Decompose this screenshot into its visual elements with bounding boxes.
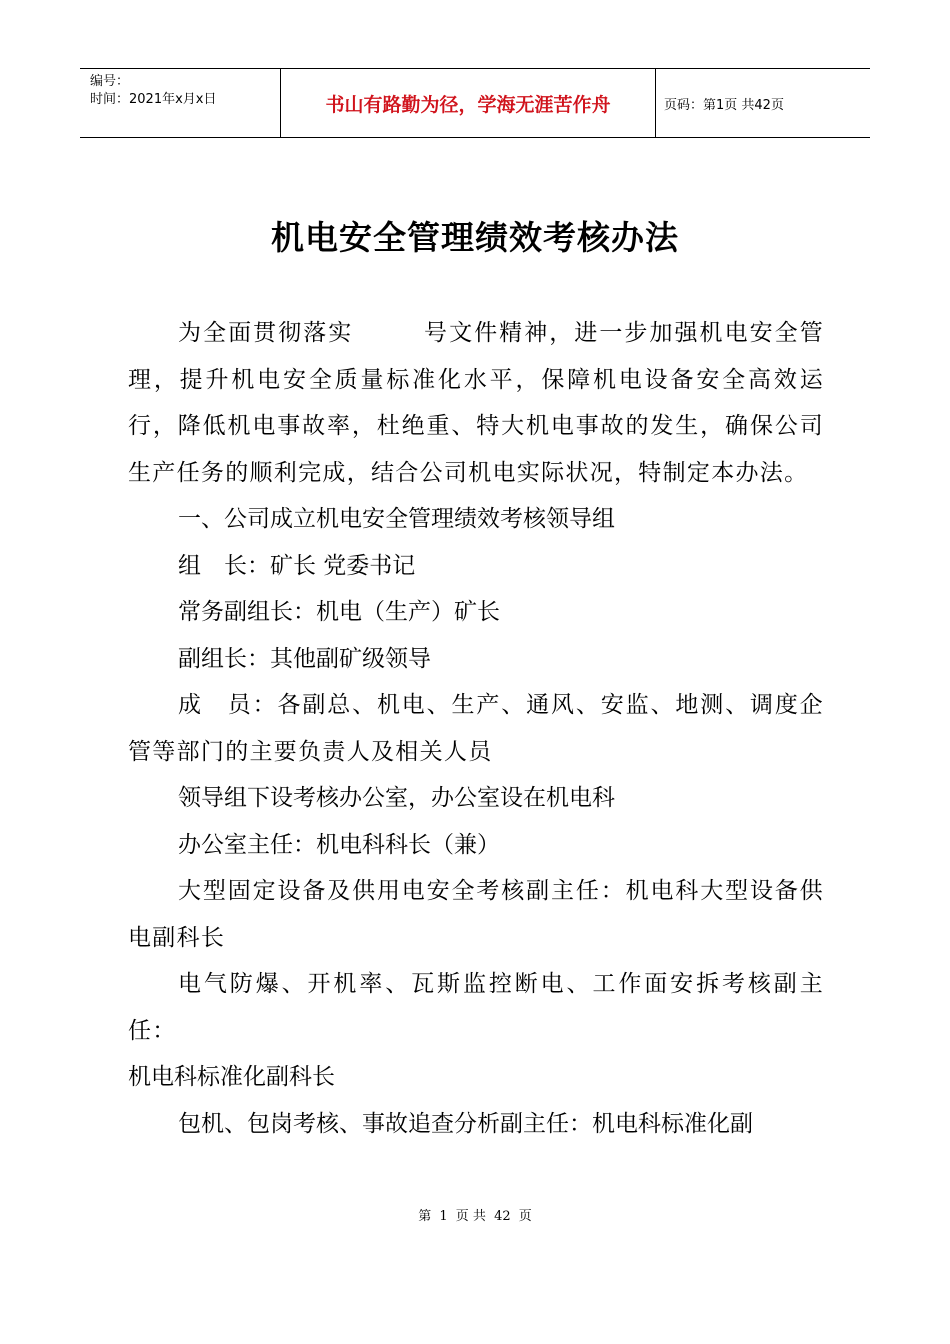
office-director-line: 办公室主任：机电科科长（兼） — [178, 831, 500, 858]
office-line: 领导组下设考核办公室，办公室设在机电科 — [178, 785, 615, 811]
page-footer — [0, 1205, 950, 1224]
deputy-line: 副组长：其他副矿级领导 — [178, 645, 431, 672]
deputy-2-line: 电气防爆、开机率、瓦斯监控断电、工作面安拆考核副主任： — [128, 971, 824, 1044]
footer-page-number: 1 — [439, 1209, 448, 1224]
footer-suffix: 页 — [518, 1209, 532, 1224]
deputy-1-line: 大型固定设备及供用电安全考核副主任：机电科大型设备供电副科长 — [128, 878, 824, 951]
deputy-2-continuation: 机电科标准化副科长 — [128, 1064, 335, 1090]
document-number: 编号： — [90, 74, 130, 89]
header-table — [80, 68, 870, 138]
footer-mid: 页 共 — [455, 1209, 486, 1224]
header-motto: 书山有路勤为径，学海无涯苦作舟 — [280, 69, 656, 137]
header-meta — [80, 69, 280, 137]
intro-paragraph — [128, 310, 824, 496]
section-heading-1: 一、公司成立机电安全管理绩效考核领导组 — [178, 506, 615, 532]
footer-prefix: 第 — [418, 1209, 432, 1224]
leader-line: 组 长：矿长 党委书记 — [178, 552, 416, 579]
members-line: 成 员：各副总、机电、生产、通风、安监、地测、调度企管等部门的主要负责人及相关人员 — [128, 692, 824, 765]
document-body — [128, 310, 824, 1147]
exec-deputy-line: 常务副组长：机电（生产）矿长 — [178, 599, 500, 625]
document-date: 时间：2021年x月x日 — [90, 92, 217, 107]
deputy-3-line: 包机、包岗考核、事故追查分析副主任：机电科标准化副 — [178, 1110, 753, 1137]
intro-text-2: 号文件精神，进一步加强机电安全管理，提升机电安全质量标准化水平，保障机电设备安全高效运行，降低机电事故率，杜绝重、特大机电事故的发生，确保公司生产任务的顺利完成，结合公司机电实际状况，特制定本办法。 — [128, 320, 824, 486]
footer-total-pages: 42 — [494, 1209, 511, 1224]
intro-text-1: 为全面贯彻落实 — [178, 320, 354, 346]
header-page-info: 页码：第1页 共42页 — [664, 97, 784, 113]
document-title: 机电安全管理绩效考核办法 — [271, 218, 679, 257]
